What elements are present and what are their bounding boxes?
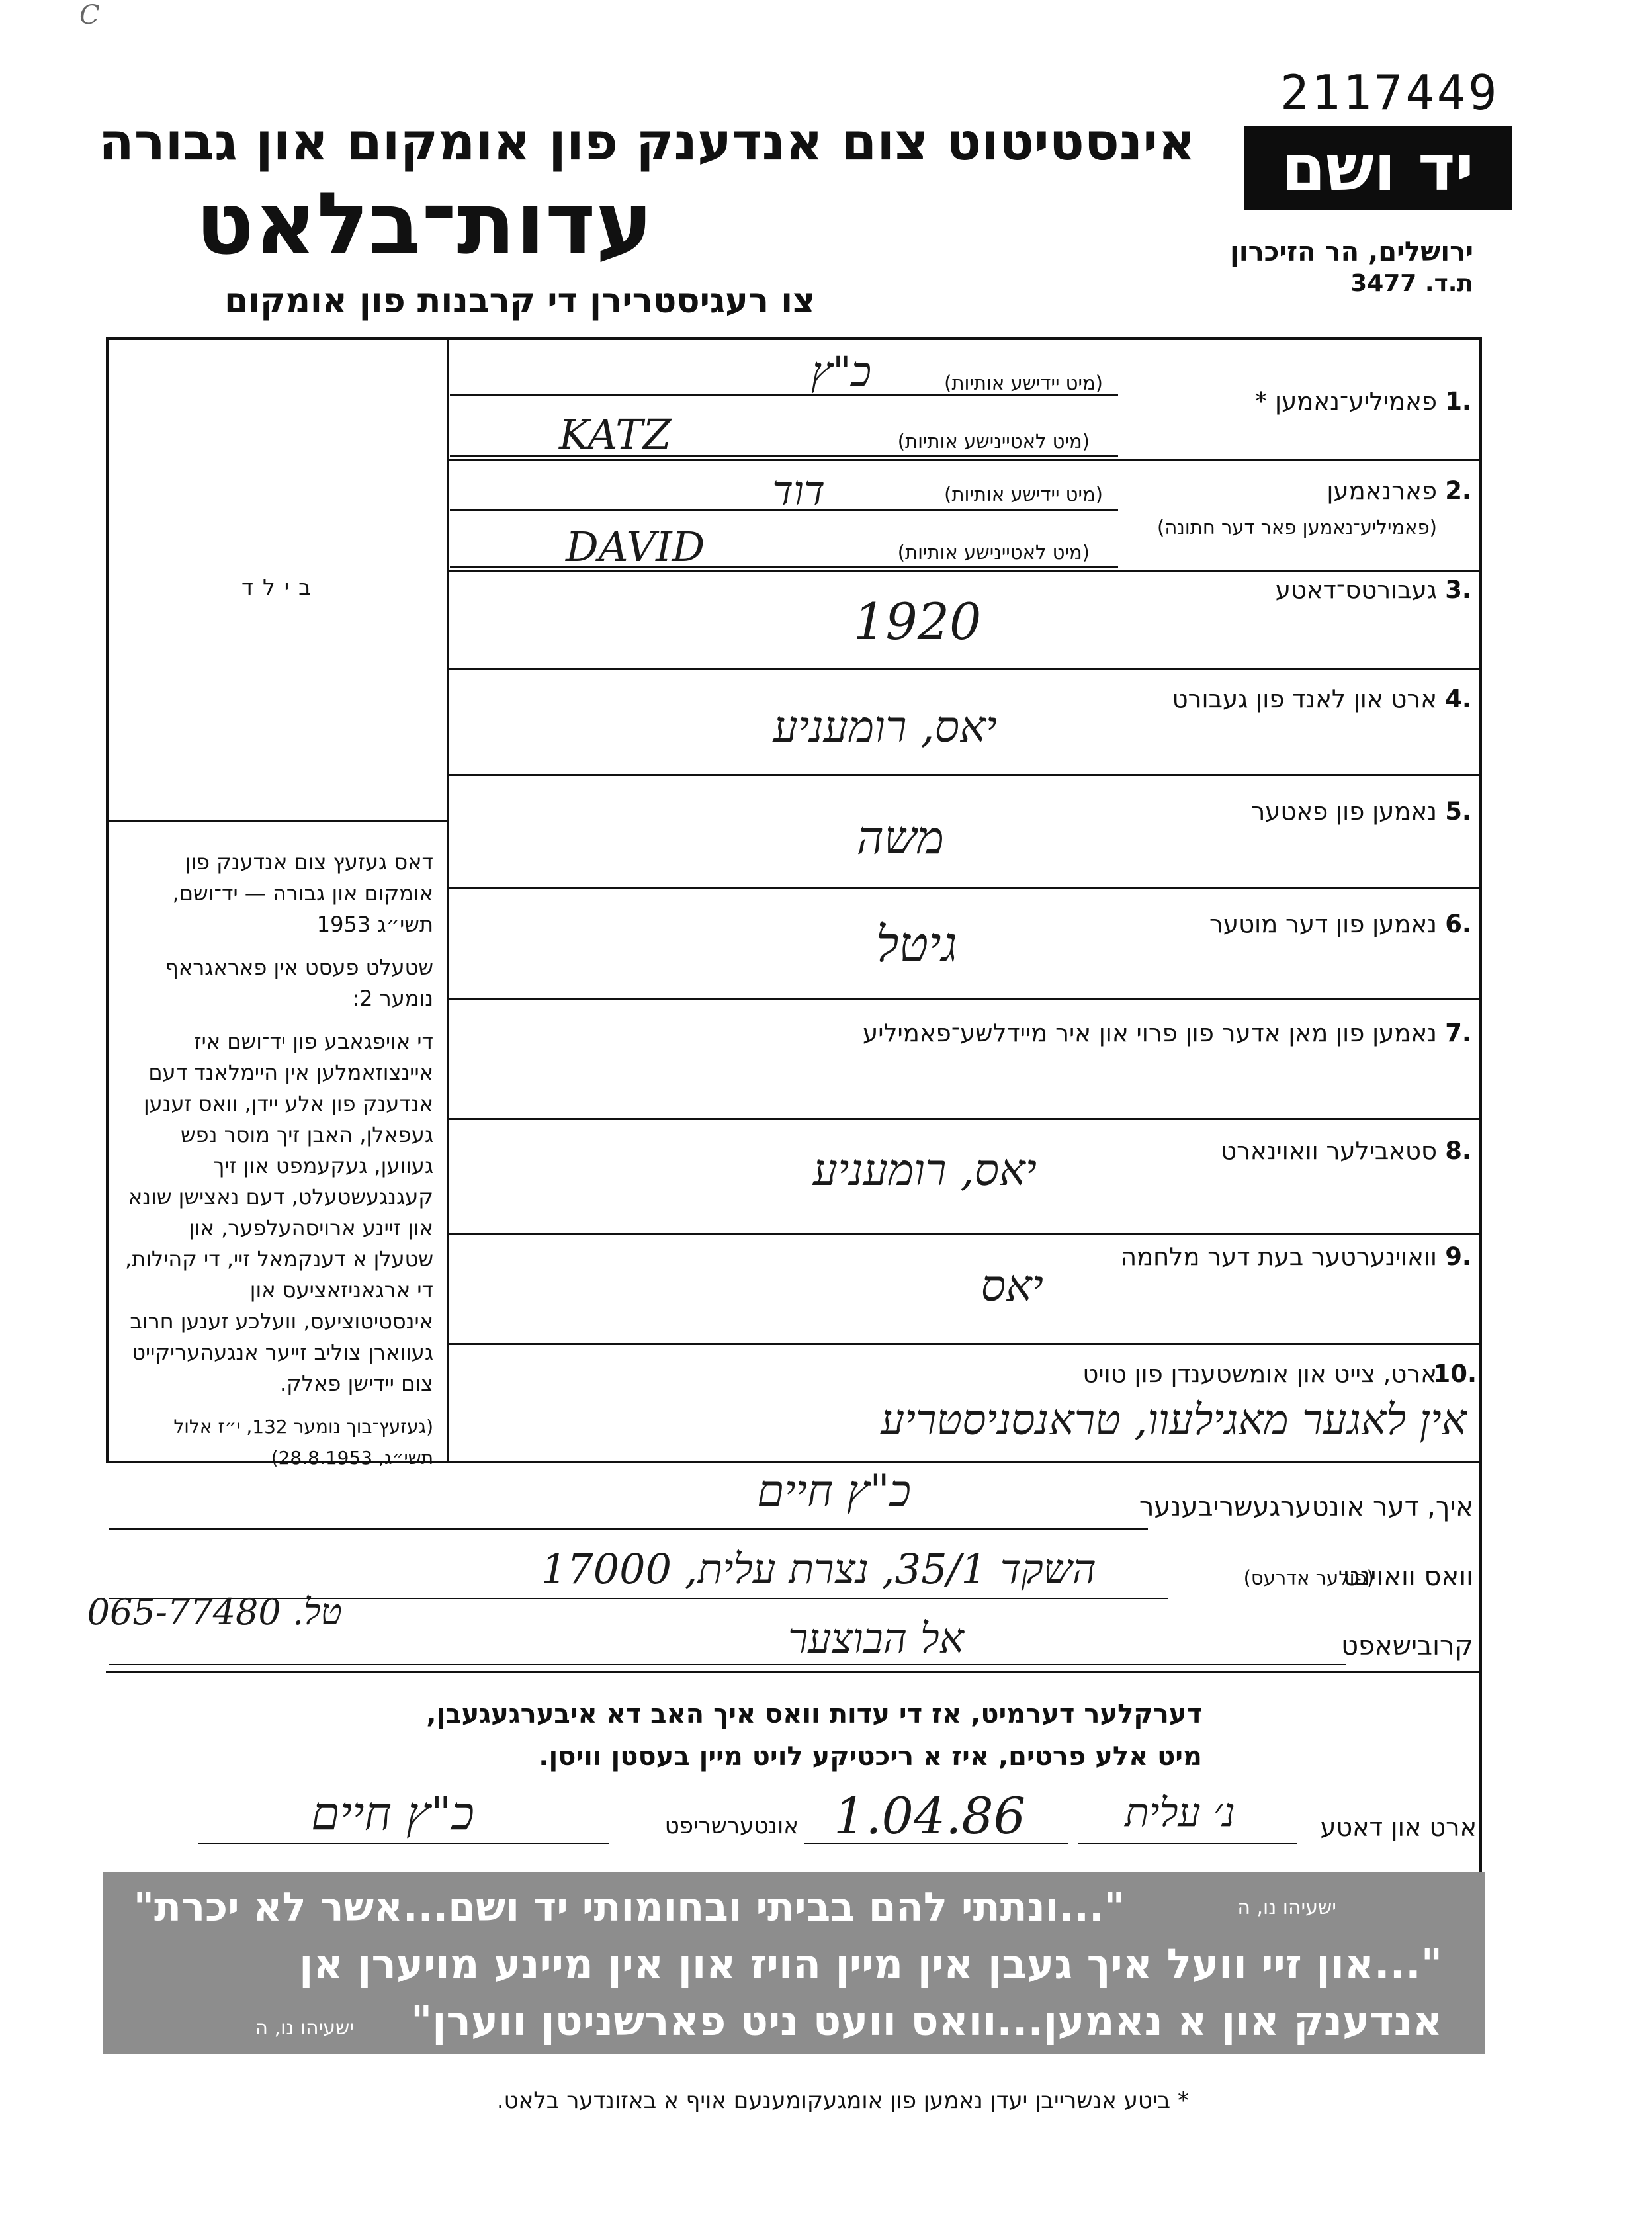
- place-date-label: ארט און דאטע: [1320, 1813, 1477, 1842]
- field-sublabel: (מיט יידישע אותיות): [944, 372, 1103, 394]
- field-number: 2.: [1445, 476, 1471, 505]
- birth-place-value[interactable]: יאס, רומעניע: [773, 701, 997, 752]
- law-text-paragraph: שטעלט פעסט אין פאראגראף נומער 2:: [165, 955, 433, 1011]
- form-subtitle: צו רעגיסטרירן די קרבנות פון אומקום: [224, 281, 815, 321]
- field-sublabel: (מיט לאטיינישע אותיות): [897, 430, 1090, 453]
- relationship-label: קרובישאפט: [1341, 1631, 1473, 1661]
- date-value[interactable]: 1.04.86: [834, 1786, 1026, 1845]
- submitter-name-label: איך, דער אונטערגעשריבענער: [1139, 1492, 1473, 1522]
- field-label: וואוינערטער בעת דער מלחמה: [1120, 1242, 1437, 1271]
- field-label: פאמיליע־נאמען *: [1254, 387, 1437, 415]
- banner-reference: ישעיהו נו, ה: [255, 2017, 354, 2040]
- field-label: פארנאמען: [1326, 476, 1437, 505]
- field-sublabel: (מיט יידישע אותיות): [944, 483, 1103, 505]
- place-value[interactable]: נ׳ עלית: [1125, 1790, 1235, 1836]
- photo-area-label: בילד: [241, 574, 321, 600]
- field-number: 6.: [1445, 910, 1471, 938]
- document-number: 2117449: [1280, 65, 1500, 120]
- logo-text: יד ושם: [1282, 131, 1474, 205]
- law-citation: (געזעץ־בוך נומער 132, י״ז אלול תשי״ג, 28.8.1953): [173, 1416, 433, 1469]
- submitter-address-label: וואס וואוינט: [1342, 1561, 1473, 1592]
- field-number: 3.: [1445, 576, 1471, 604]
- signature-value[interactable]: כ"ץ חיים: [311, 1786, 474, 1841]
- death-circumstances-value[interactable]: אין לאגער מאגילעוו, טראנסניסטריע: [881, 1396, 1467, 1445]
- banner-quote-yiddish-2: אנדענק און א נאמען...וואס וועט ניט פארשניטן ווערן": [410, 1997, 1442, 2045]
- scan-mark: C: [79, 0, 100, 30]
- declaration-line-2: מיט אלע פרטים, איז א ריכטיקע לויט מיין בעסטן וויסן.: [539, 1741, 1202, 1772]
- signature-label: אונטערשריפט: [664, 1813, 799, 1839]
- footnote: * ביטע אנשרייבן יעדן נאמען פון אומגעקומענעם אויף א באזונדער בלאט.: [496, 2087, 1189, 2114]
- field-sublabel: (מיט לאטיינישע אותיות): [897, 541, 1090, 564]
- field-label: נאמען פון פאטער: [1251, 797, 1437, 826]
- submitter-phone-value[interactable]: טל. 065-77480: [87, 1591, 342, 1633]
- submitter-address-value[interactable]: השקד 35/1, נצרת עלית, 17000: [541, 1545, 1096, 1593]
- wartime-residence-value[interactable]: יאס: [980, 1260, 1043, 1311]
- first-name-yiddish-value[interactable]: דוד: [772, 466, 825, 515]
- field-label: געבורטס־דאטע: [1275, 576, 1437, 604]
- law-text-paragraph: דאס געזעץ צום אנדענק פון אומקום און גבורה — יד־ושם, תשי״ג 1953: [172, 849, 433, 937]
- mother-name-value[interactable]: גיטל: [875, 916, 957, 973]
- yad-vashem-logo: [1244, 126, 1512, 210]
- first-name-latin-value[interactable]: DAVID: [566, 523, 705, 571]
- father-name-value[interactable]: משה: [856, 810, 944, 865]
- field-label: ארט, צייט און אומשטענדן פון טויט: [1082, 1360, 1437, 1388]
- law-text-block: [122, 847, 433, 1485]
- banner-quote-yiddish-1: "...און זיי וועל איך געבן אין מיין הויז און אין מיינע מויערן אן: [299, 1940, 1442, 1988]
- submitter-address-note: (פולער אדרעס): [1243, 1567, 1374, 1589]
- submitter-name-value[interactable]: כ"ץ חיים: [757, 1465, 911, 1516]
- birth-date-value[interactable]: 1920: [853, 592, 982, 651]
- permanent-residence-value[interactable]: יאס, רומעניע: [812, 1145, 1037, 1196]
- field-number: 5.: [1445, 797, 1471, 826]
- law-text-paragraph: די אויפגאבע פון יד־ושם איז איינצוזאמלען אין היימלאנד דעם אנדענק פון אלע יידן, וואס זענען געפאלן, האבן זיך מוסר נפש געווען, געקעמפט און זיך קעגנגעשטעלט, דעם נאצישן שונא און זיינע ארויסהעלפער, און שטעלן א דענקמאל זיי, די קהילות, די ארגאניזאציעס און אינסטיטוציעס, וועלכע זענען חרוב געווארן צוליב זייער אנגעהעריקייט צום יידישן פאלק.: [125, 1029, 433, 1396]
- banner-reference: ישעיהו נו, ה: [1237, 1896, 1336, 1919]
- field-label: ארט און לאנד פון געבורט: [1172, 685, 1437, 713]
- family-name-yiddish-value[interactable]: כ"ץ: [810, 347, 871, 396]
- field-label: נאמען פון מאן אדער פון פרוי און איר מיידלשע־פאמיליע: [863, 1019, 1437, 1047]
- relationship-value[interactable]: אל הבוצער: [787, 1614, 964, 1663]
- form-title: עדות־בלאט: [195, 173, 653, 274]
- scripture-banner: [103, 1872, 1485, 2054]
- address-line-2: ת.ד. 3477: [1350, 270, 1473, 297]
- field-number: 10.: [1433, 1360, 1477, 1388]
- field-label: סטאבילער וואוינארט: [1221, 1137, 1437, 1165]
- declaration-line-1: דערקלער דערמיט, אז די עדות וואס איך האב דא איבערגעגעבן,: [426, 1699, 1202, 1729]
- family-name-latin-value[interactable]: KATZ: [559, 410, 672, 458]
- banner-quote-hebrew: "...ונתתי להם בביתי ובחומותי יד ושם...אשר לא יכרת": [133, 1884, 1125, 1931]
- field-number: 7.: [1445, 1019, 1471, 1047]
- field-number: 1.: [1445, 387, 1471, 415]
- field-number: 8.: [1445, 1137, 1471, 1165]
- field-number: 9.: [1445, 1242, 1471, 1271]
- org-title: אינסטיטוט צום אנדענק פון אומקום און גבורה: [99, 112, 1196, 172]
- field-number: 4.: [1445, 685, 1471, 713]
- field-label-note: (פאמיליע־נאמען פאר דער חתונה): [1157, 516, 1437, 539]
- field-label: נאמען פון דער מוטער: [1209, 910, 1437, 938]
- address-line-1: ירושלים, הר הזיכרון: [1230, 237, 1473, 267]
